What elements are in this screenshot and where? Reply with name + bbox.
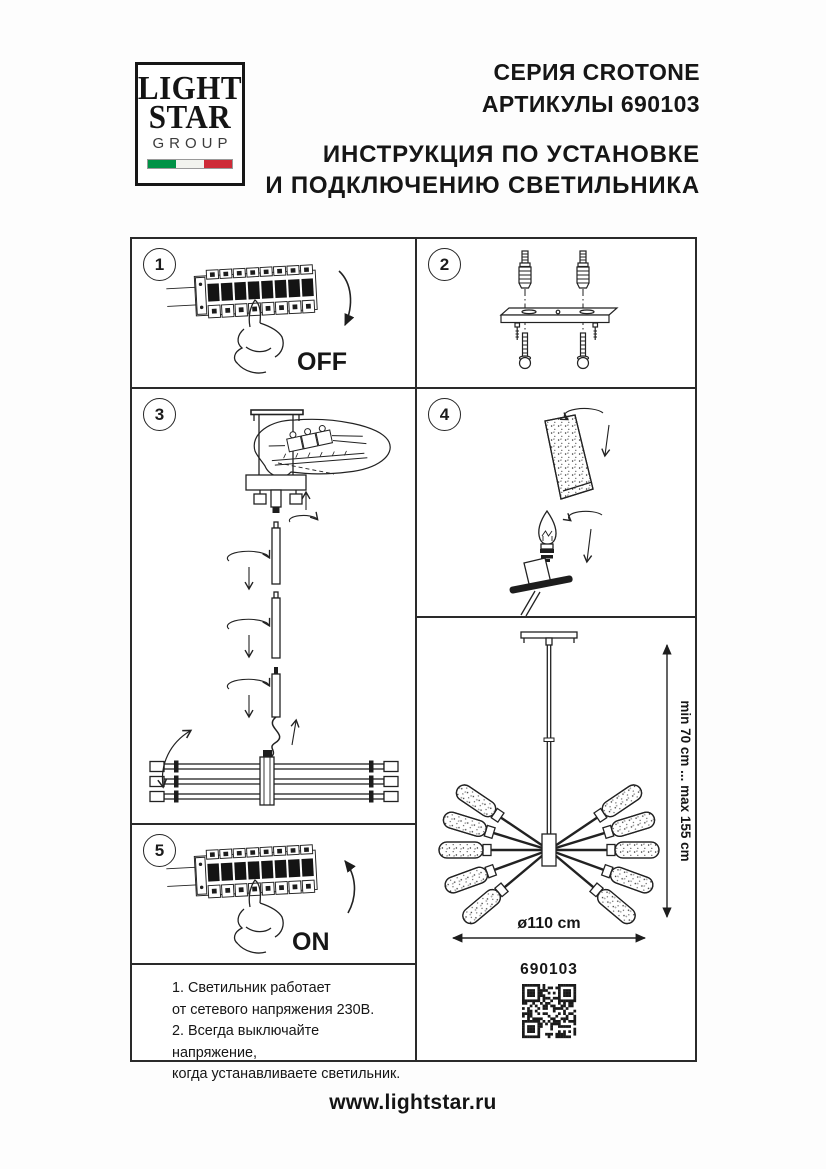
step2-panel xyxy=(417,239,695,389)
header-series-block xyxy=(482,56,700,120)
website: www.lightstar.ru xyxy=(329,1091,497,1114)
note-line-4: когда устанавливаете светильник. xyxy=(172,1066,401,1082)
chandelier-diagram xyxy=(417,618,695,1060)
note-line-3: 2. Всегда выключайте напряжение, xyxy=(172,1023,320,1061)
lightstar-logo xyxy=(135,62,245,186)
logo-word-star: STAR xyxy=(148,97,232,136)
step1-number: 1 xyxy=(143,248,176,281)
series-name: СЕРИЯ CROTONE xyxy=(493,59,700,85)
italian-flag-bar xyxy=(147,159,233,169)
diameter-dimension-label: ø110 cm xyxy=(517,915,581,932)
safety-notes xyxy=(132,965,415,1086)
note-line-1: 1. Светильник работает xyxy=(172,980,331,996)
title-line-2: И ПОДКЛЮЧЕНИЮ СВЕТИЛЬНИКА xyxy=(265,172,700,199)
dimensions-panel xyxy=(417,618,695,1060)
step2-number: 2 xyxy=(428,248,461,281)
step3-number: 3 xyxy=(143,398,176,431)
logo-word-light: LIGHT xyxy=(137,68,243,107)
title-line-1: ИНСТРУКЦИЯ ПО УСТАНОВКЕ xyxy=(322,141,700,168)
step5-panel xyxy=(132,825,417,965)
flag-red xyxy=(204,160,232,168)
step4-diagram xyxy=(417,389,695,616)
step4-panel xyxy=(417,389,695,618)
step3-panel xyxy=(132,389,417,825)
article-number: 690103 xyxy=(520,961,578,978)
qr-code xyxy=(522,984,576,1038)
step1-panel xyxy=(132,239,417,389)
article-numbers: АРТИКУЛЫ 690103 xyxy=(481,91,700,117)
on-label: ON xyxy=(292,928,330,956)
step5-number: 5 xyxy=(143,834,176,867)
instructions-grid xyxy=(130,237,697,1082)
flag-green xyxy=(148,160,176,168)
note-line-2: от сетевого напряжения 230В. xyxy=(172,1001,375,1018)
instruction-title xyxy=(265,139,700,201)
step4-number: 4 xyxy=(428,398,461,431)
notes-panel xyxy=(132,965,417,1082)
off-label: OFF xyxy=(297,348,347,376)
flag-white xyxy=(176,160,204,168)
height-dimension-label: min 70 cm ... max 155 cm xyxy=(678,700,693,862)
step3-diagram xyxy=(132,389,415,823)
logo-word-group: GROUP xyxy=(152,135,233,152)
